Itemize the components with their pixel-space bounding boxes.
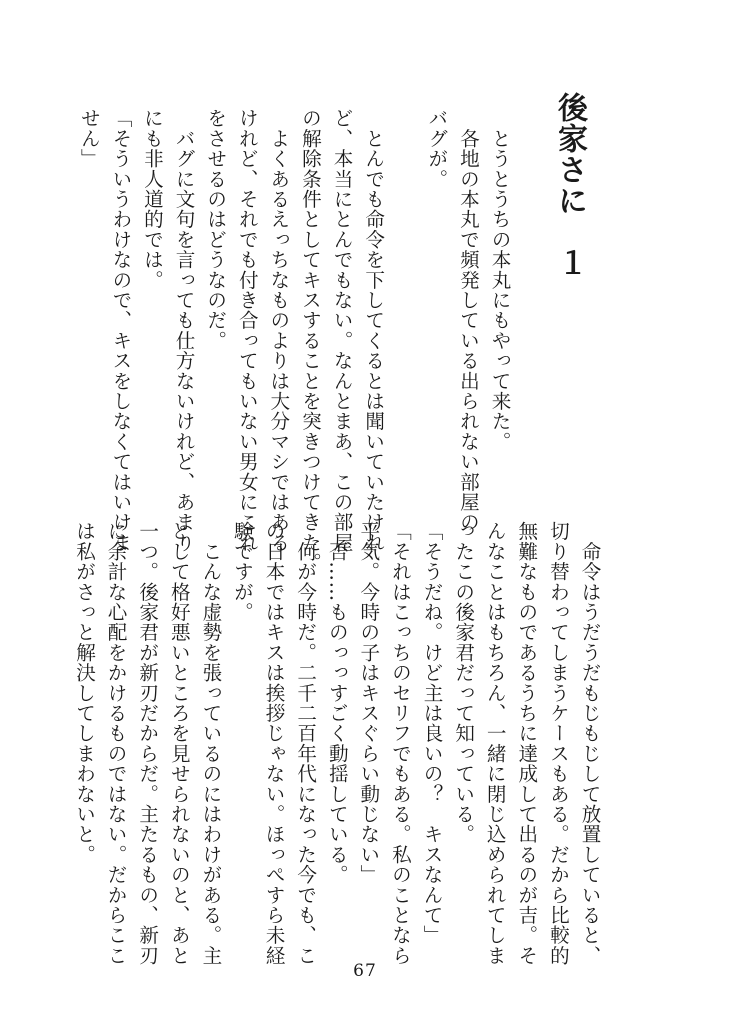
text-line: をさせるのはどうなのだ。 <box>203 108 227 351</box>
page-number: 67 <box>353 961 377 981</box>
text-line: 験ですが。 <box>230 521 254 622</box>
text-line: 「そうだね。けど主は良いの？ キスなんて」 <box>420 521 444 946</box>
text-line: こんな虚勢を張っているのにはわけがある。主 <box>198 521 222 966</box>
text-line: んなことはもちろん、一緒に閉じ込められてしま <box>483 521 507 966</box>
text-line: 一つ。後家君が新刃だからだ。主たるもの、新刃 <box>135 521 159 966</box>
text-line: に余計な心配をかけるものではない。だからここ <box>104 521 128 966</box>
text-line: 「そういうわけなので、キスをしなくてはいけま <box>108 108 132 553</box>
text-line: 無難なものであるうちに達成して出るのが吉。そ <box>514 521 538 966</box>
text-line: の解除条件としてキスすることを突きつけてきた。 <box>298 108 322 573</box>
text-line: 否……ものっっすごく動揺している。 <box>325 521 349 885</box>
text-block-lower <box>72 521 605 966</box>
text-line: けれど、それでも付き合ってもいない男女にこれ <box>235 108 259 553</box>
text-line: ったこの後家君だって知っている。 <box>451 521 475 845</box>
text-line: 平気。今時の子はキスぐらい動じない」 <box>356 521 380 885</box>
text-line: バグが。 <box>424 108 448 189</box>
text-line: として格好悪いところを見せられないのと、あと <box>167 521 191 966</box>
text-line: バグに文句を言っても仕方ないけれど、あまり <box>172 108 196 553</box>
text-line: 何が今時だ。二千二百年代になった今でも、こ <box>293 521 317 966</box>
text-line: 各地の本丸で頻発している出られない部屋の <box>456 108 480 533</box>
text-line: ど、本当にとんでもない。なんとまあ、この部屋 <box>330 108 354 553</box>
chapter-title: 後家さに １ <box>552 92 587 278</box>
text-line: 命令はうだうだもじもじして放置していると、 <box>578 521 601 966</box>
text-line: よくあるえっちなものよりは大分マシではある <box>266 108 290 553</box>
text-line: の日本ではキスは挨拶じゃない。ほっぺすら未経 <box>262 521 286 966</box>
text-line: 切り替わってしまうケースもある。だから比較的 <box>546 521 570 966</box>
text-line: せん」 <box>77 108 101 169</box>
text-line <box>389 108 421 503</box>
text-line: にも非人道的では。 <box>140 108 164 290</box>
text-line: とうとうちの本丸にもやって来た。 <box>488 108 511 452</box>
text-line: 「それはこっちのセリフでもある。私のことなら <box>388 521 412 966</box>
text-line: は私がさっと解決してしまわないと。 <box>72 521 96 865</box>
text-line: とんでも命令を下してくるとは聞いていたけれ <box>361 108 385 553</box>
